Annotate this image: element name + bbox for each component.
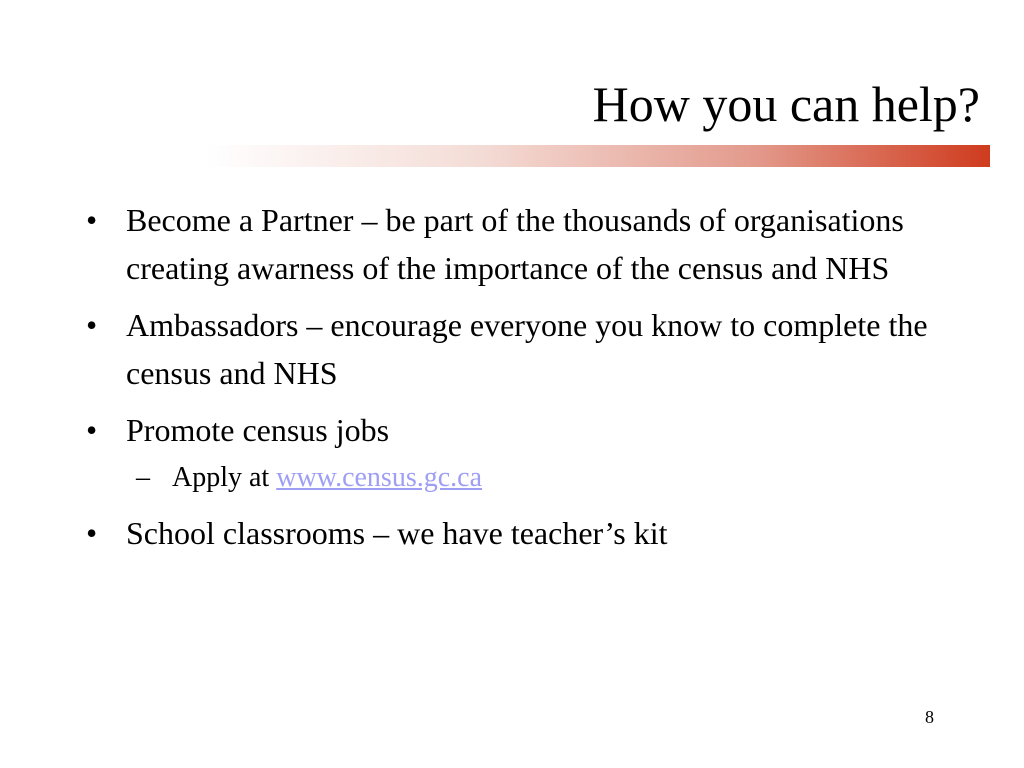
- title-gradient-bar: [205, 145, 990, 167]
- bullet-icon: •: [86, 307, 98, 343]
- bullet-text: Become a Partner – be part of the thousands of organisations creating awarness of the importance of the census and NHS: [126, 202, 904, 286]
- bullet-icon: •: [86, 202, 98, 238]
- dash-icon: –: [136, 462, 150, 493]
- bullet-item-classrooms: [86, 509, 936, 557]
- bullet-icon: •: [86, 515, 98, 551]
- bullet-list: [86, 196, 936, 566]
- census-website-link[interactable]: www.census.gc.ca: [276, 462, 482, 493]
- bullet-icon: •: [86, 412, 98, 448]
- bullet-text: School classrooms – we have teacher’s kit: [126, 515, 668, 551]
- page-number: 8: [925, 707, 934, 727]
- sub-bullet-apply: [86, 460, 936, 496]
- bullet-item-jobs: [86, 406, 936, 454]
- bullet-item-ambassadors: [86, 301, 936, 397]
- slide-title: How you can help?: [592, 76, 980, 132]
- bullet-text: Promote census jobs: [126, 412, 390, 448]
- sub-bullet-prefix: Apply at: [172, 462, 277, 493]
- bullet-text: Ambassadors – encourage everyone you know to complete the census and NHS: [126, 307, 928, 391]
- bullet-item-partner: [86, 196, 936, 292]
